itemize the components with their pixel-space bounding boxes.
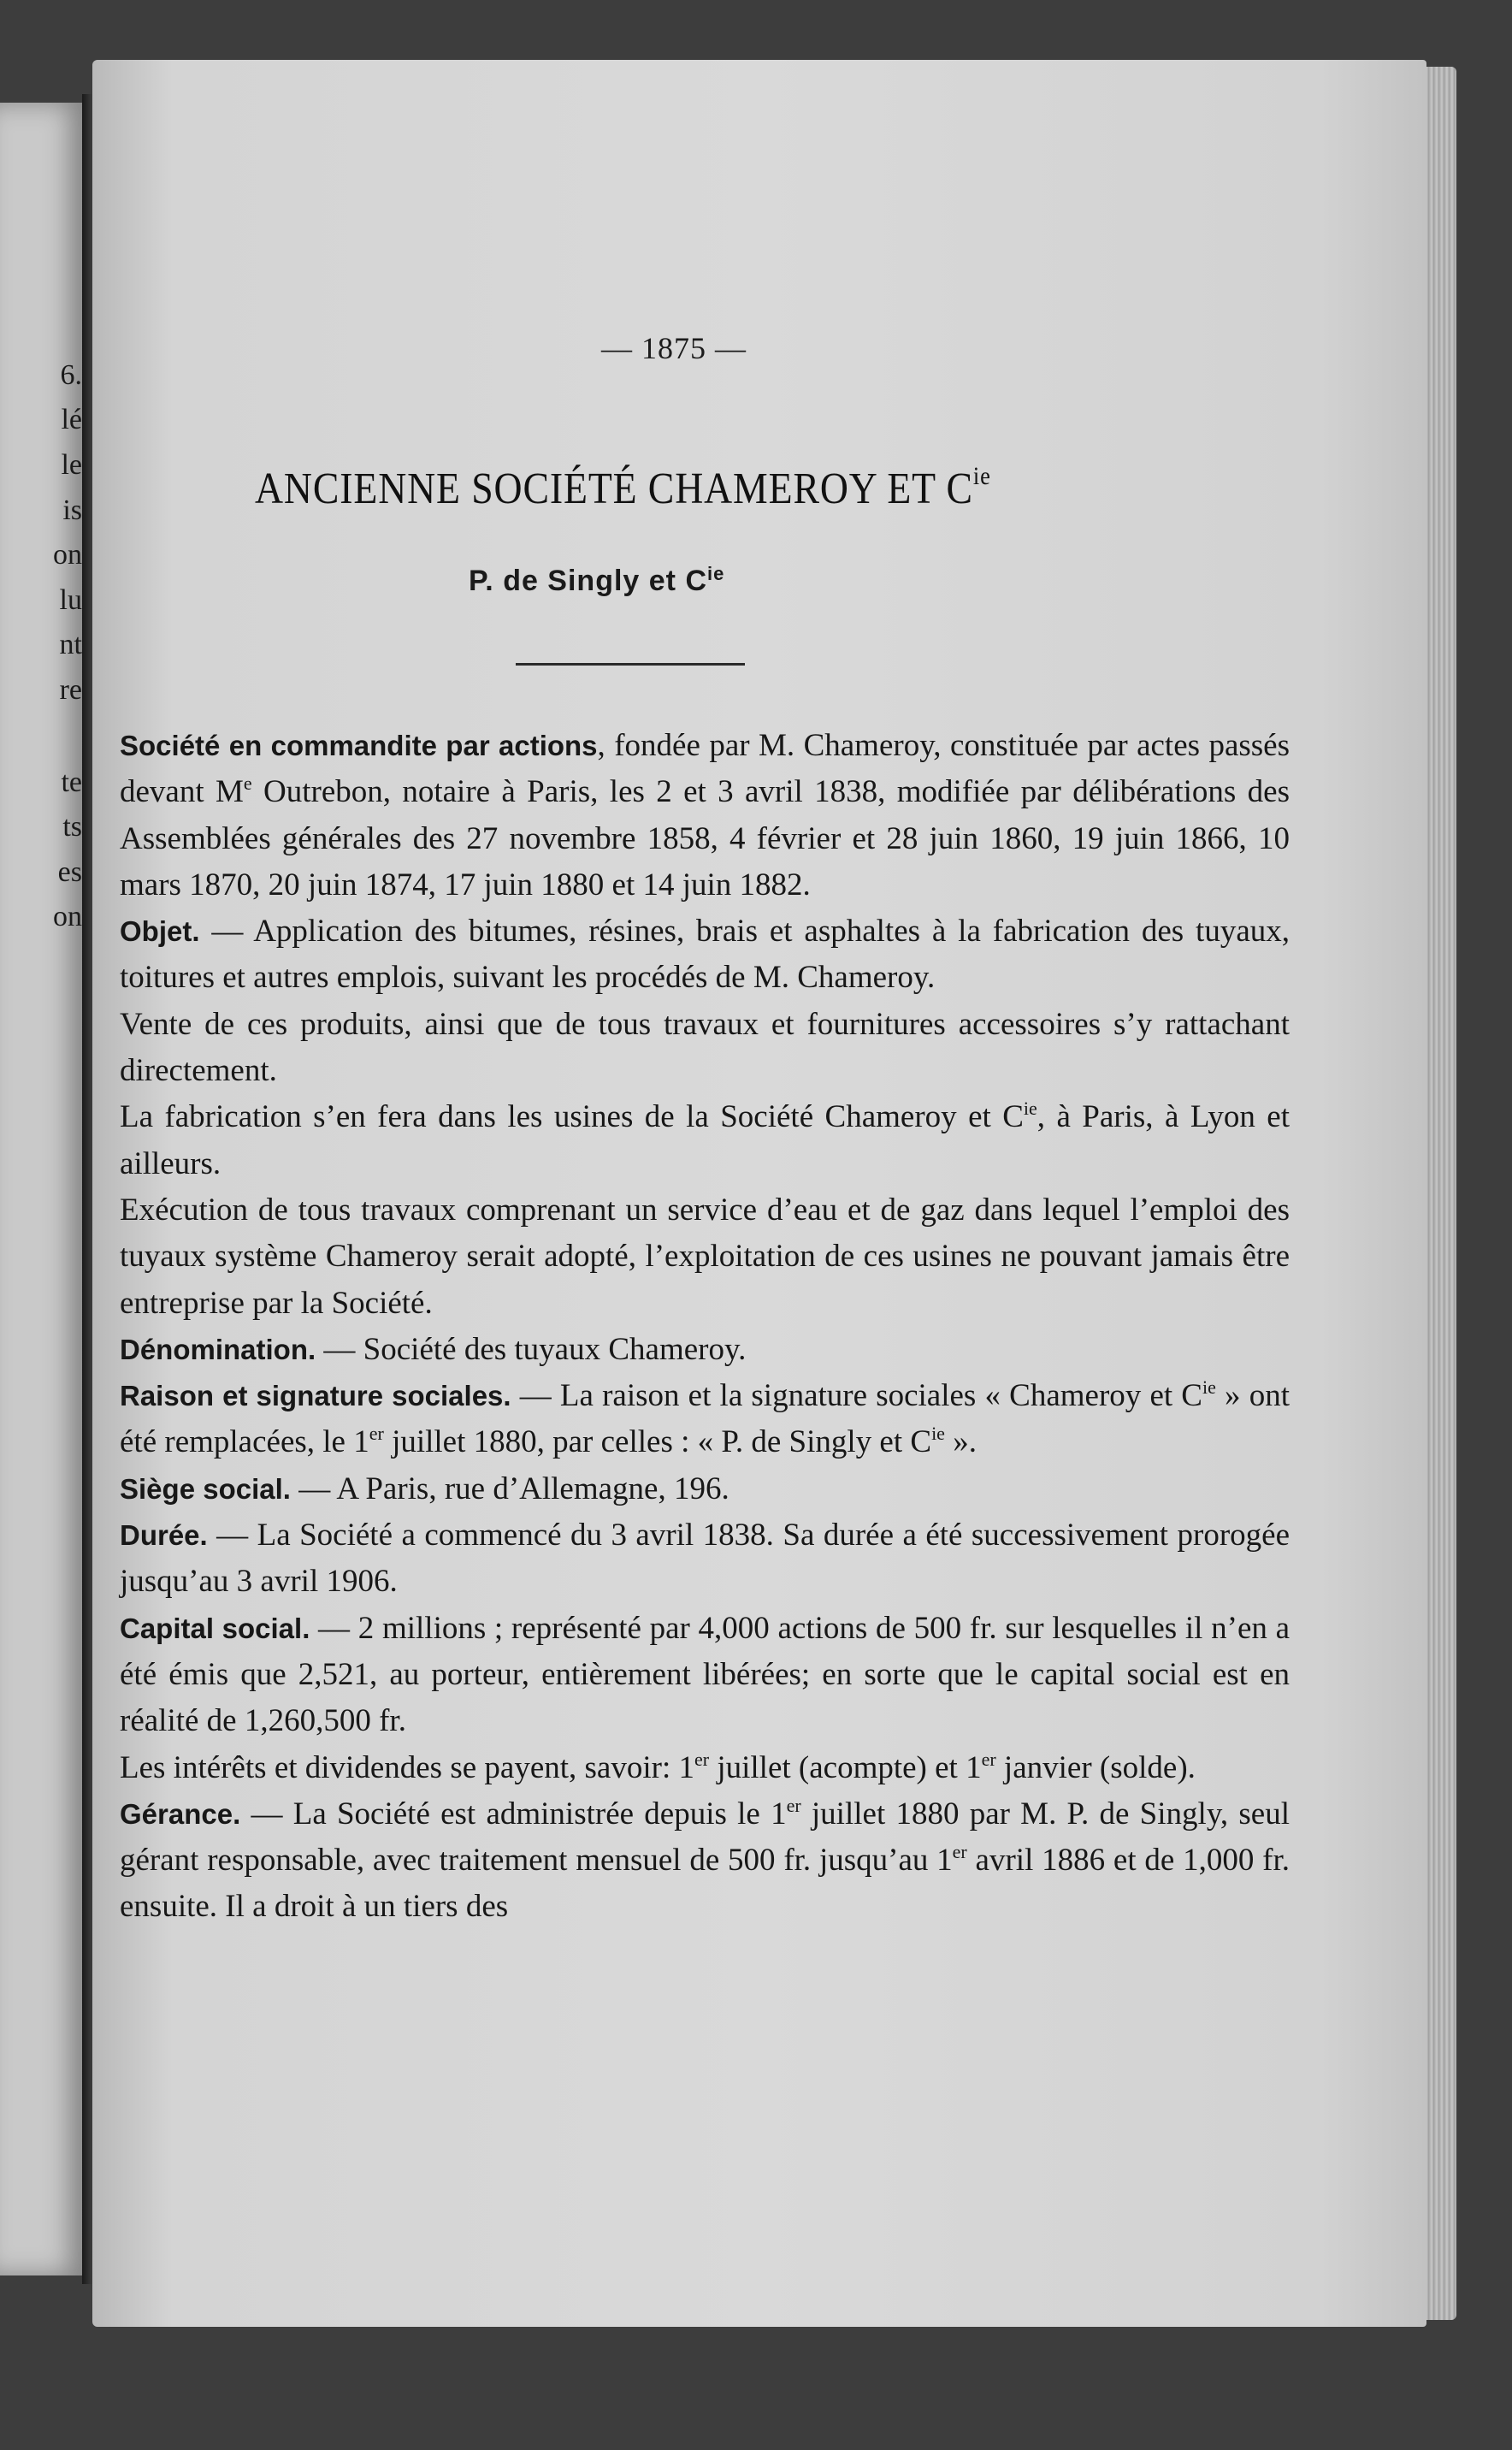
paragraph-interets [120,1745,1290,1791]
company-title-sup: ie [972,462,991,490]
paragraph-text: — La Société a commencé du 3 avril 1838. Sa durée a été successivement prorogée jusqu’au 3 avril 1906. [120,1518,1290,1600]
superscript: er [952,1841,967,1863]
page-edges [1424,67,1456,2320]
paragraph-lead: Société en commandite par actions [120,730,598,761]
paragraph-text: La fabrication s’en fera dans les usines de la Société Chameroy et C [120,1099,1024,1135]
paragraph-text: — La Société est administrée depuis le 1 [240,1796,787,1832]
paragraph-text: ». [944,1424,977,1460]
paragraph-societe [120,723,1290,908]
paragraph-text: — 2 millions ; représenté par 4,000 actions de 500 fr. sur lesquelles il n’en a été émis que 2,521, au porteur, entièrement libérées; en sorte que le capital social est en réalité de 1,260,500 fr. [120,1610,1290,1739]
paragraph-lead: Dénomination. [120,1333,316,1365]
title-rule [516,663,745,666]
facing-page-fragment: lé [61,404,82,435]
superscript: ie [1202,1376,1216,1399]
paragraph-siege [120,1466,1290,1512]
paragraph-gerance [120,1791,1290,1931]
paragraph-execution [120,1187,1290,1327]
facing-page-fragment: re [59,674,82,706]
paragraph-text: janvier (solde). [995,1749,1196,1785]
paragraph-text: Les intérêts et dividendes se payent, savoir: 1 [120,1749,694,1785]
paragraph-lead: Objet. [120,915,200,948]
facing-page-fragment: lu [59,584,82,616]
paragraph-text: , fondée par M. Chameroy, constituée par actes passés devant M [120,728,1290,810]
paragraph-capital [120,1606,1290,1745]
paragraph-text: — Application des bitumes, résines, brais et asphaltes à la fabrication des tuyaux, toitures et autres emplois, suivant les procédés de M. Chameroy. [120,914,1290,996]
facing-page-fragment: es [57,856,82,888]
page-number: — 1875 — [601,331,747,365]
paragraph-text: juillet (acompte) et 1 [709,1749,982,1785]
company-title [255,462,1083,514]
book-page [92,60,1426,2327]
facing-page-fragment: nt [59,629,82,660]
superscript: er [786,1794,801,1816]
paragraph-text: juillet 1880, par celles : « P. de Singly et C [383,1424,932,1460]
paragraph-text: Exécution de tous travaux comprenant un service d’eau et de gaz dans lequel l’emploi des tuyaux système Chameroy serait adopté, l’exploitation de ces usines ne pouvant jamais être entreprise par la Société. [120,1192,1290,1321]
paragraph-lead: Durée. [120,1519,208,1552]
body-text [120,723,1290,1931]
company-title-text: ANCIENNE SOCIÉTÉ CHAMEROY ET C [255,465,973,513]
paragraph-denomination [120,1327,1290,1373]
facing-page-fragment: on [53,901,82,932]
paragraph-objet [120,908,1290,1002]
paragraph-text: juillet 1880 par M. P. de Singly, seul gérant responsable, avec traitement mensuel de 500 fr. jusqu’au 1 [120,1796,1290,1879]
paragraph-text: — Société des tuyaux Chameroy. [316,1331,747,1367]
company-subtitle-text: P. de Singly et C [469,565,708,597]
facing-page-fragment: ts [62,811,82,843]
paragraph-text: , à Paris, à Lyon et ailleurs. [120,1099,1291,1181]
superscript: e [243,772,252,795]
paragraph-lead: Raison et signature sociales. [120,1380,511,1412]
superscript: er [369,1423,384,1445]
superscript: ie [931,1423,945,1445]
paragraph-text: avril 1886 et de 1,000 fr. ensuite. Il a droit à un tiers des [120,1843,1290,1925]
facing-page-fragment: 6. [60,359,82,391]
facing-page [0,103,86,2275]
paragraph-fabrication [120,1094,1290,1187]
superscript: ie [1023,1098,1037,1120]
facing-page-fragment: le [61,449,82,481]
paragraph-lead: Siège social. [120,1472,291,1505]
superscript: er [694,1748,710,1770]
superscript: er [981,1748,996,1770]
paragraph-vente [120,1002,1290,1095]
paragraph-text: Vente de ces produits, ainsi que de tous travaux et fournitures accessoires s’y rattachant directement. [120,1006,1290,1089]
paragraph-text: Outrebon, notaire à Paris, les 2 et 3 avril 1838, modifiée par délibérations des Assemblées générales des 27 novembre 1858, 4 février et 28 juin 1860, 19 juin 1866, 10 mars 1870, 20 juin 1874, 17 juin 1880 et 14 juin 1882. [120,774,1290,902]
paragraph-text: » ont été remplacées, le 1 [120,1378,1290,1460]
facing-page-fragment: is [62,494,82,526]
company-subtitle-sup: ie [707,563,725,584]
facing-page-fragment: te [61,766,82,798]
facing-page-fragment: on [53,539,82,571]
paragraph-text: — A Paris, rue d’Allemagne, 196. [290,1471,729,1506]
paragraph-duree [120,1512,1290,1606]
paragraph-lead: Capital social. [120,1612,310,1644]
paragraph-text: — La raison et la signature sociales « Chameroy et C [511,1378,1202,1414]
paragraph-lead: Gérance. [120,1797,241,1830]
company-subtitle [469,563,982,598]
paragraph-raison [120,1373,1290,1466]
